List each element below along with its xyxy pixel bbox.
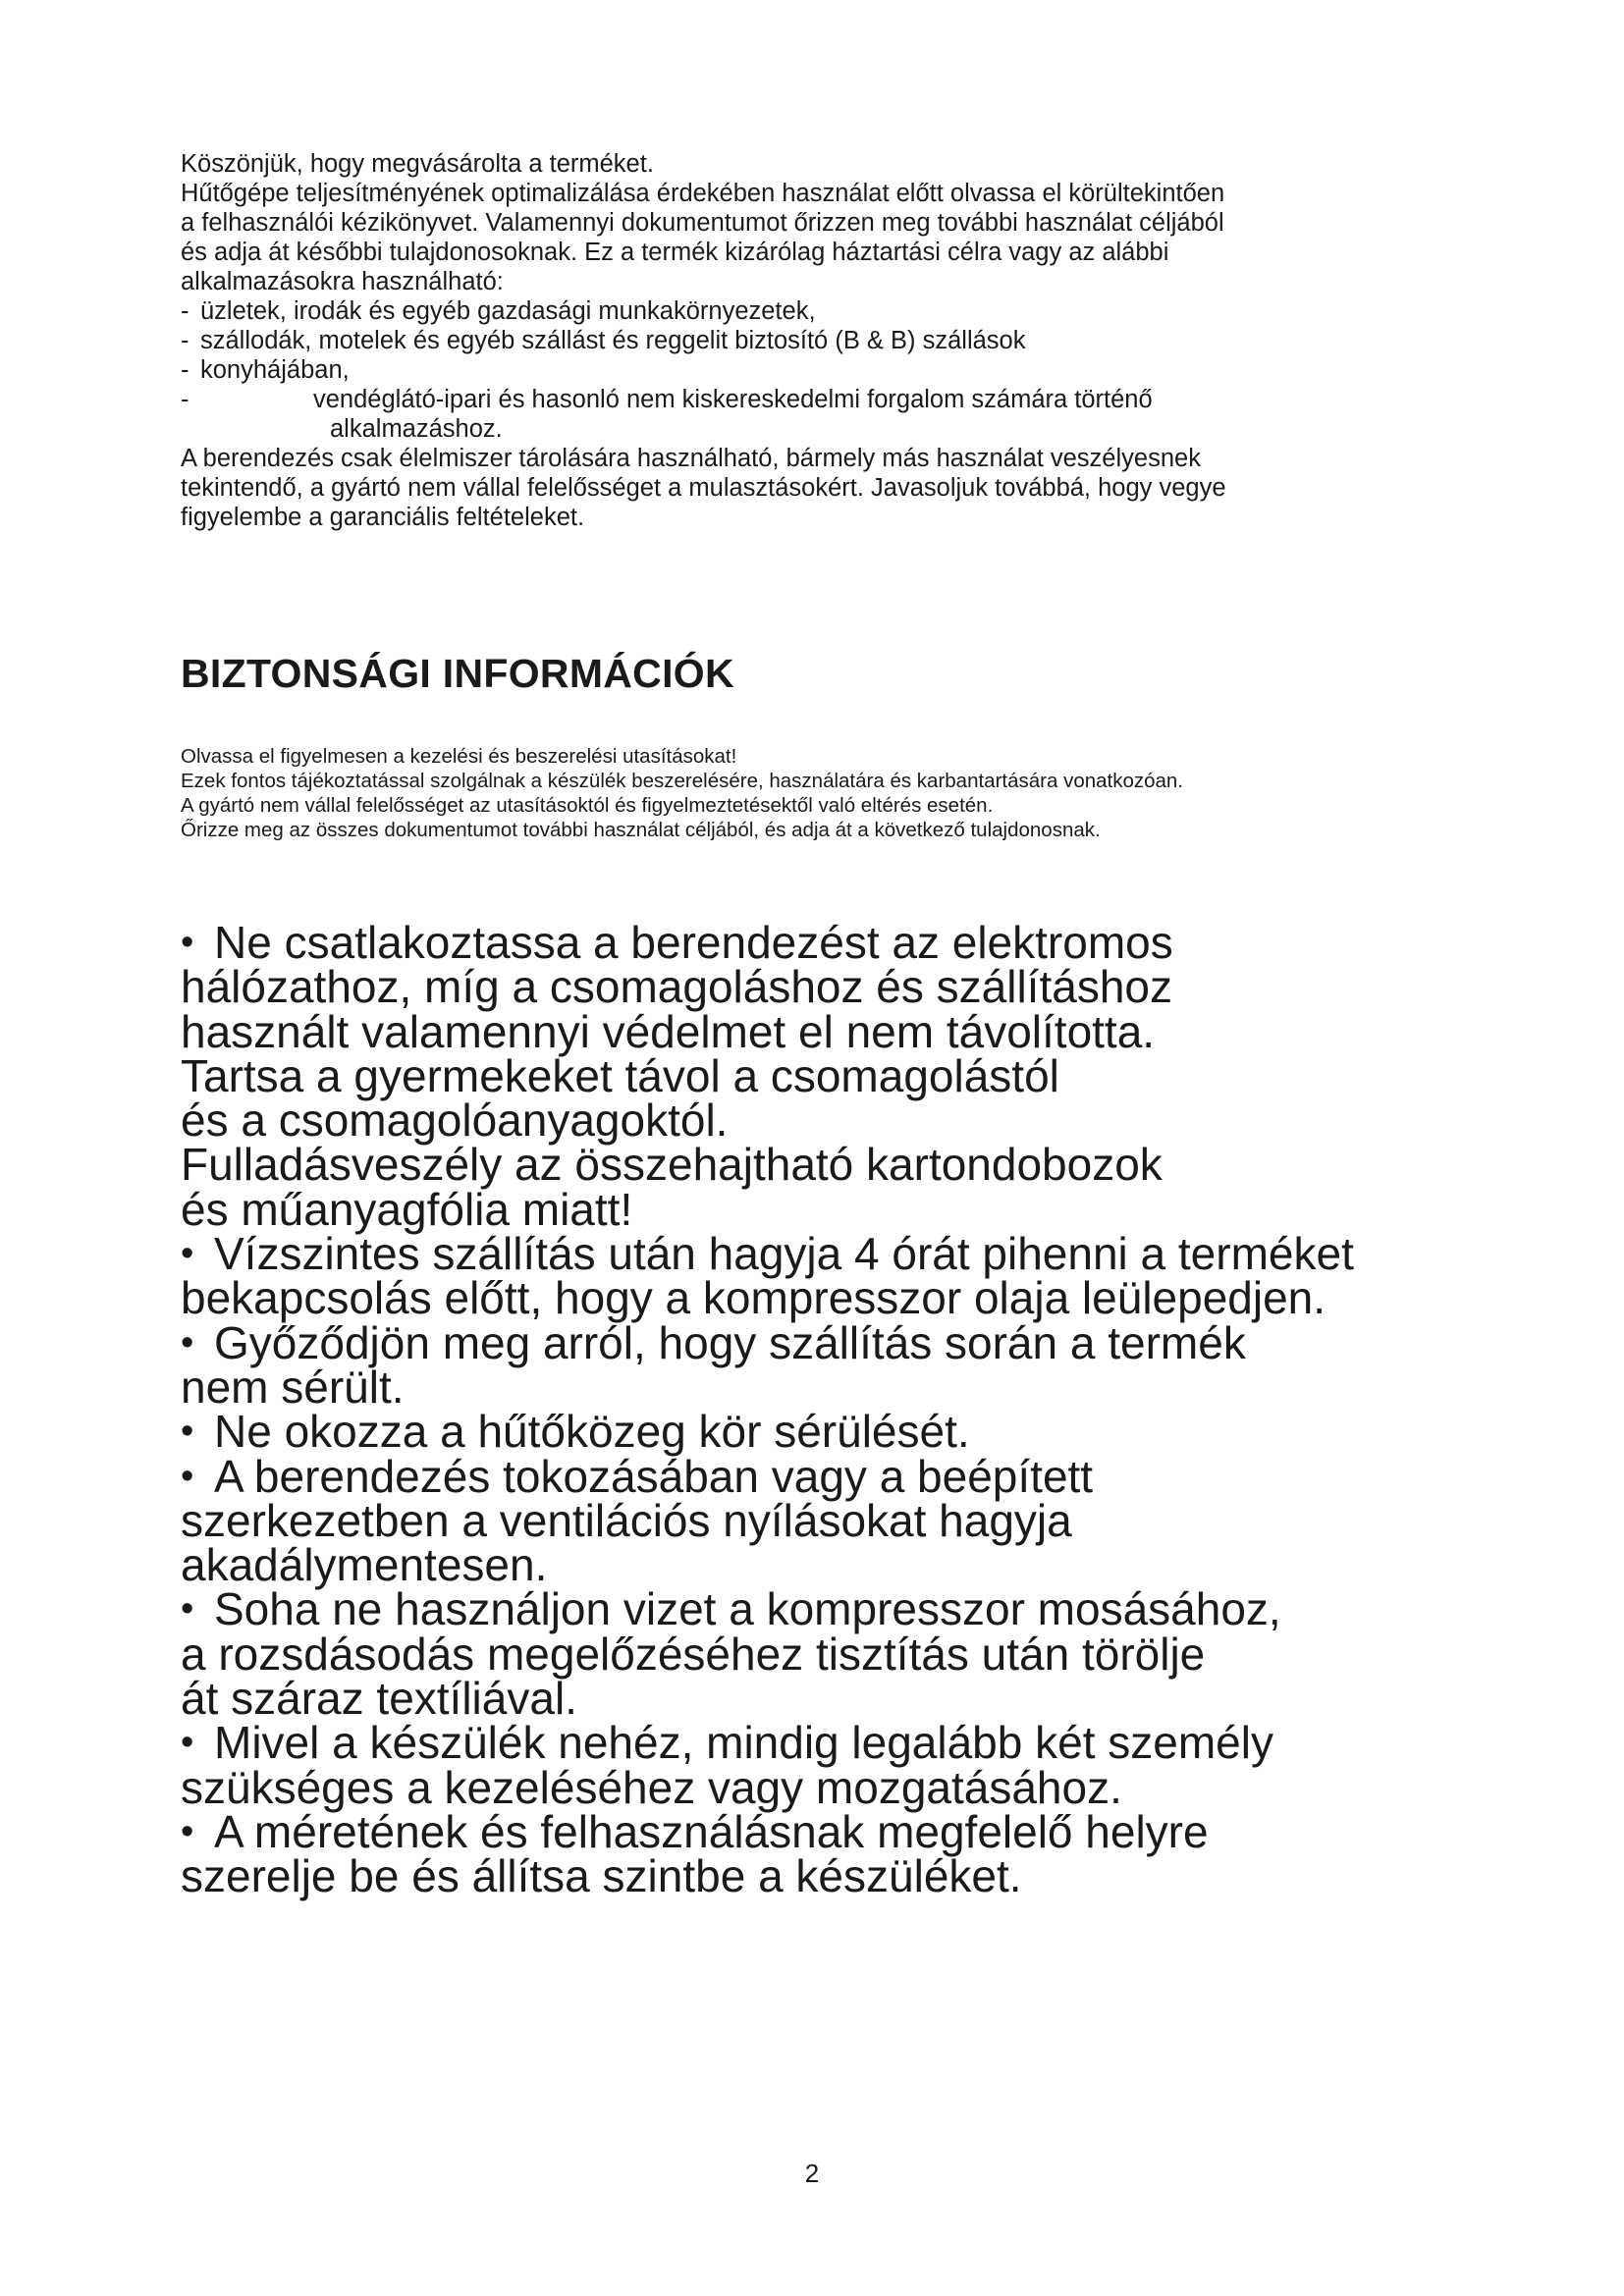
intro-line: és adja át későbbi tulajdonosoknak. Ez a termék kizárólag háztartási célra vagy az alábbi — [181, 239, 1169, 266]
note-line: A gyártó nem vállal felelősséget az utasításoktól és figyelmeztetésektől való eltérés esetén. — [181, 794, 994, 817]
bullet-icon: • — [181, 1455, 194, 1497]
safety-line: használt valamennyi védelmet el nem távolította. — [181, 1005, 1156, 1057]
bullet-icon: • — [181, 922, 194, 963]
bullet-icon: • — [181, 1321, 194, 1363]
intro-line: A berendezés csak élelmiszer tárolására használható, bármely más használat veszélyesnek — [181, 445, 1201, 472]
safety-line: szerelje be és állítsa szintbe a készüléket. — [181, 1850, 1022, 1902]
safety-line: • Győződjön meg arról, hogy szállítás során a termék — [181, 1316, 1246, 1368]
safety-line: • A berendezés tokozásában vagy a beépített — [181, 1450, 1094, 1502]
safety-line: • Mivel a készülék nehéz, mindig legalább két személy — [181, 1717, 1273, 1769]
intro-line: figyelembe a garanciális feltételeket. — [181, 504, 585, 531]
safety-line: szerkezetben a ventilációs nyílásokat hagyja — [181, 1494, 1072, 1546]
intro-line: a felhasználói kézikönyvet. Valamennyi dokumentumot őrizzen meg további használat céljából — [181, 209, 1224, 237]
safety-line: • Ne csatlakoztassa a berendezést az elektromos — [181, 917, 1173, 968]
safety-line: Fulladásveszély az összehajtható kartondobozok — [181, 1139, 1163, 1191]
safety-line: • Soha ne használjon vizet a kompresszor mosásához, — [181, 1583, 1281, 1635]
usage-list-item: - konyhájában, — [181, 356, 350, 384]
safety-instructions — [181, 917, 1354, 1902]
page-number: 2 — [804, 2159, 820, 2188]
safety-line: bekapcsolás előtt, hogy a kompresszor olaja leülepedjen. — [181, 1272, 1326, 1324]
usage-list-item: - vendéglátó-ipari és hasonló nem kiskereskedelmi forgalom számára történő — [181, 386, 1153, 413]
safety-line: hálózathoz, míg a csomagoláshoz és szállításhoz — [181, 961, 1172, 1013]
intro-line: Hűtőgépe teljesítményének optimalizálása érdekében használat előtt olvassa el körültekintően — [181, 180, 1225, 207]
intro-line: Köszönjük, hogy megvásárolta a terméket. — [181, 150, 654, 178]
note-line: Ezek fontos tájékoztatással szolgálnak a készülék beszerelésére, használatára és karbantartására vonatkozóan. — [181, 770, 1184, 792]
section-heading: BIZTONSÁGI INFORMÁCIÓK — [181, 651, 734, 696]
bullet-icon: • — [181, 1411, 194, 1453]
usage-list-item: - üzletek, irodák és egyéb gazdasági munkakörnyezetek, — [181, 297, 816, 325]
bullet-icon: • — [181, 1588, 194, 1630]
bullet-icon: • — [181, 1722, 194, 1764]
intro-section — [181, 149, 1457, 532]
usage-list-item: - szállodák, motelek és egyéb szállást és reggelit biztosító (B & B) szállások — [181, 327, 1026, 354]
intro-line: tekintendő, a gyártó nem vállal felelősséget a mulasztásokért. Javasoljuk továbbá, hogy vegye — [181, 474, 1226, 502]
safety-line: és a csomagolóanyagoktól. — [181, 1095, 729, 1147]
safety-line: és műanyagfólia miatt! — [181, 1183, 633, 1235]
safety-line: akadálymentesen. — [181, 1539, 548, 1591]
safety-line: • A méretének és felhasználásnak megfelelő helyre — [181, 1805, 1209, 1857]
note-line: Őrizze meg az összes dokumentumot további használat céljából, és adja át a következő tulajdonosnak. — [181, 819, 1101, 841]
safety-line: • Ne okozza a hűtőközeg kör sérülését. — [181, 1406, 970, 1458]
bullet-icon: • — [181, 1810, 194, 1852]
safety-line: a rozsdásodás megelőzéséhez tisztítás után törölje — [181, 1628, 1206, 1680]
safety-line: Tartsa a gyermekeket távol a csomagolástól — [181, 1049, 1059, 1101]
safety-line: szükséges a kezeléséhez vagy mozgatásához. — [181, 1761, 1122, 1813]
safety-notes — [181, 744, 1183, 842]
safety-line: • Vízszintes szállítás után hagyja 4 órát pihenni a terméket — [181, 1228, 1354, 1280]
bullet-icon: • — [181, 1233, 194, 1275]
safety-line: nem sérült. — [181, 1361, 405, 1413]
intro-line: alkalmazásokra használható: — [181, 268, 504, 295]
note-line: Olvassa el figyelmesen a kezelési és beszerelési utasításokat! — [181, 745, 737, 768]
safety-line: át száraz textíliával. — [181, 1673, 577, 1725]
usage-list-item-continuation: alkalmazáshoz. — [330, 415, 503, 443]
